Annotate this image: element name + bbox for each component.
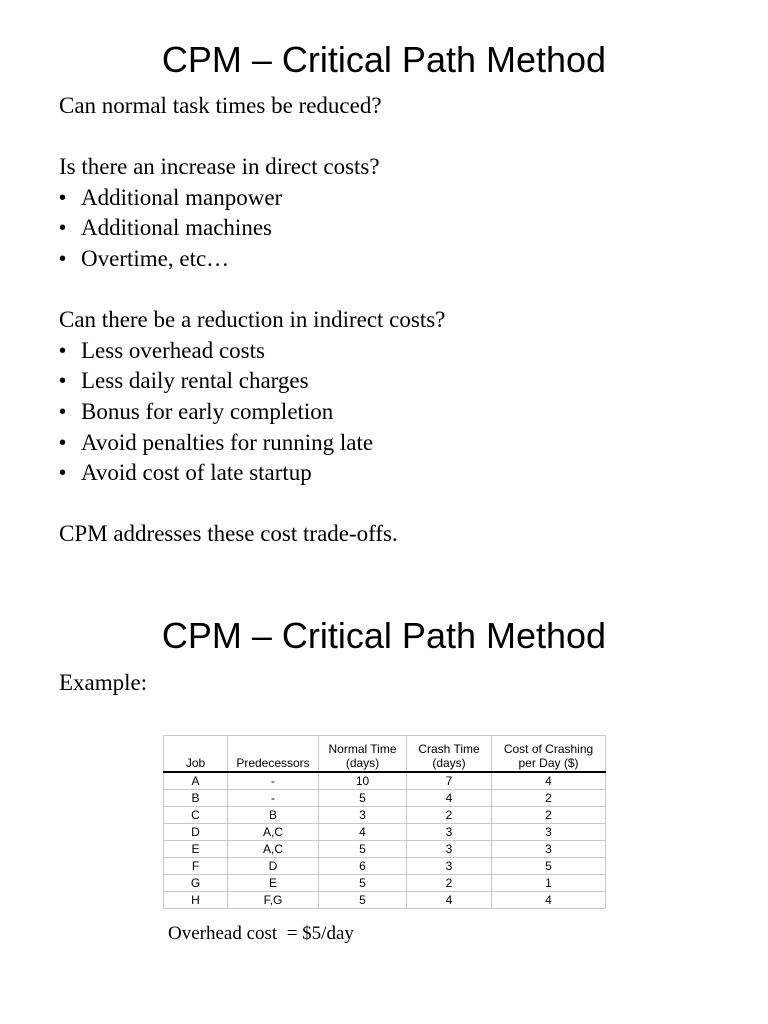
- slide-title: CPM – Critical Path Method: [161, 39, 607, 80]
- question-direct-costs: Is there an increase in direct costs?: [59, 154, 380, 180]
- slide-body: [59, 91, 445, 550]
- column-header: Predecessors: [228, 736, 319, 773]
- table-row: [164, 892, 606, 909]
- list-item: • Less overhead costs: [59, 336, 445, 367]
- example-label: Example:: [59, 670, 148, 695]
- list-item: • Less daily rental charges: [59, 366, 445, 397]
- column-header: Crash Time (days): [407, 736, 492, 773]
- table-row: [164, 824, 606, 841]
- crash-time-cell: 2: [407, 875, 492, 892]
- crash-cost-cell: 1: [492, 875, 606, 892]
- predecessors-cell: F,G: [228, 892, 319, 909]
- bullet-icon: •: [59, 186, 67, 209]
- predecessors-cell: -: [228, 772, 319, 790]
- predecessors-cell: -: [228, 790, 319, 807]
- bullet-icon: •: [59, 247, 67, 270]
- question-task-times: Can normal task times be reduced?: [59, 93, 382, 118]
- normal-time-cell: 4: [319, 824, 407, 841]
- crash-time-cell: 4: [407, 892, 492, 909]
- list-item: • Avoid penalties for running late: [59, 428, 445, 459]
- normal-time-cell: 5: [319, 841, 407, 858]
- list-item: • Avoid cost of late startup: [59, 458, 445, 489]
- crash-cost-cell: 4: [492, 892, 606, 909]
- table-row: [164, 807, 606, 824]
- crash-time-cell: 3: [407, 841, 492, 858]
- job-cell: C: [164, 807, 228, 824]
- job-table-container: [163, 735, 606, 909]
- column-header: Normal Time (days): [319, 736, 407, 773]
- normal-time-cell: 3: [319, 807, 407, 824]
- job-cell: H: [164, 892, 228, 909]
- predecessors-cell: D: [228, 858, 319, 875]
- list-item: • Additional machines: [59, 213, 445, 244]
- table-row: [164, 858, 606, 875]
- overhead-cost-note: Overhead cost = $5/day: [168, 923, 354, 944]
- crash-time-cell: 7: [407, 772, 492, 790]
- table-row: [164, 875, 606, 892]
- crash-cost-cell: 5: [492, 858, 606, 875]
- crash-time-cell: 4: [407, 790, 492, 807]
- conclusion-text: CPM addresses these cost trade-offs.: [59, 521, 398, 547]
- normal-time-cell: 5: [319, 790, 407, 807]
- column-header: Cost of Crashing per Day ($): [492, 736, 606, 773]
- bullet-icon: •: [59, 370, 67, 393]
- bullet-icon: •: [59, 462, 67, 485]
- job-cell: D: [164, 824, 228, 841]
- list-item: • Bonus for early completion: [59, 397, 445, 428]
- list-item: • Additional manpower: [59, 183, 445, 214]
- normal-time-cell: 5: [319, 875, 407, 892]
- job-table: [163, 735, 606, 909]
- crash-cost-cell: 4: [492, 772, 606, 790]
- bullet-icon: •: [59, 339, 67, 362]
- job-cell: E: [164, 841, 228, 858]
- crash-time-cell: 3: [407, 858, 492, 875]
- direct-costs-list: [59, 183, 445, 275]
- table-header-row: [164, 736, 606, 773]
- job-cell: F: [164, 858, 228, 875]
- indirect-costs-list: [59, 336, 445, 489]
- crash-cost-cell: 3: [492, 841, 606, 858]
- normal-time-cell: 5: [319, 892, 407, 909]
- predecessors-cell: A,C: [228, 841, 319, 858]
- job-cell: A: [164, 772, 228, 790]
- crash-cost-cell: 3: [492, 824, 606, 841]
- job-cell: B: [164, 790, 228, 807]
- bullet-icon: •: [59, 400, 67, 423]
- crash-cost-cell: 2: [492, 807, 606, 824]
- job-cell: G: [164, 875, 228, 892]
- predecessors-cell: A,C: [228, 824, 319, 841]
- job-table-body: [164, 772, 606, 909]
- table-row: [164, 841, 606, 858]
- crash-time-cell: 2: [407, 807, 492, 824]
- predecessors-cell: E: [228, 875, 319, 892]
- normal-time-cell: 10: [319, 772, 407, 790]
- slide-title: CPM – Critical Path Method: [161, 615, 607, 656]
- question-indirect-costs: Can there be a reduction in indirect costs?: [59, 307, 446, 333]
- predecessors-cell: B: [228, 807, 319, 824]
- column-header: Job: [164, 736, 228, 773]
- bullet-icon: •: [59, 217, 67, 240]
- bullet-icon: •: [59, 431, 67, 454]
- crash-time-cell: 3: [407, 824, 492, 841]
- crash-cost-cell: 2: [492, 790, 606, 807]
- table-row: [164, 772, 606, 790]
- table-row: [164, 790, 606, 807]
- list-item: • Overtime, etc…: [59, 244, 445, 275]
- normal-time-cell: 6: [319, 858, 407, 875]
